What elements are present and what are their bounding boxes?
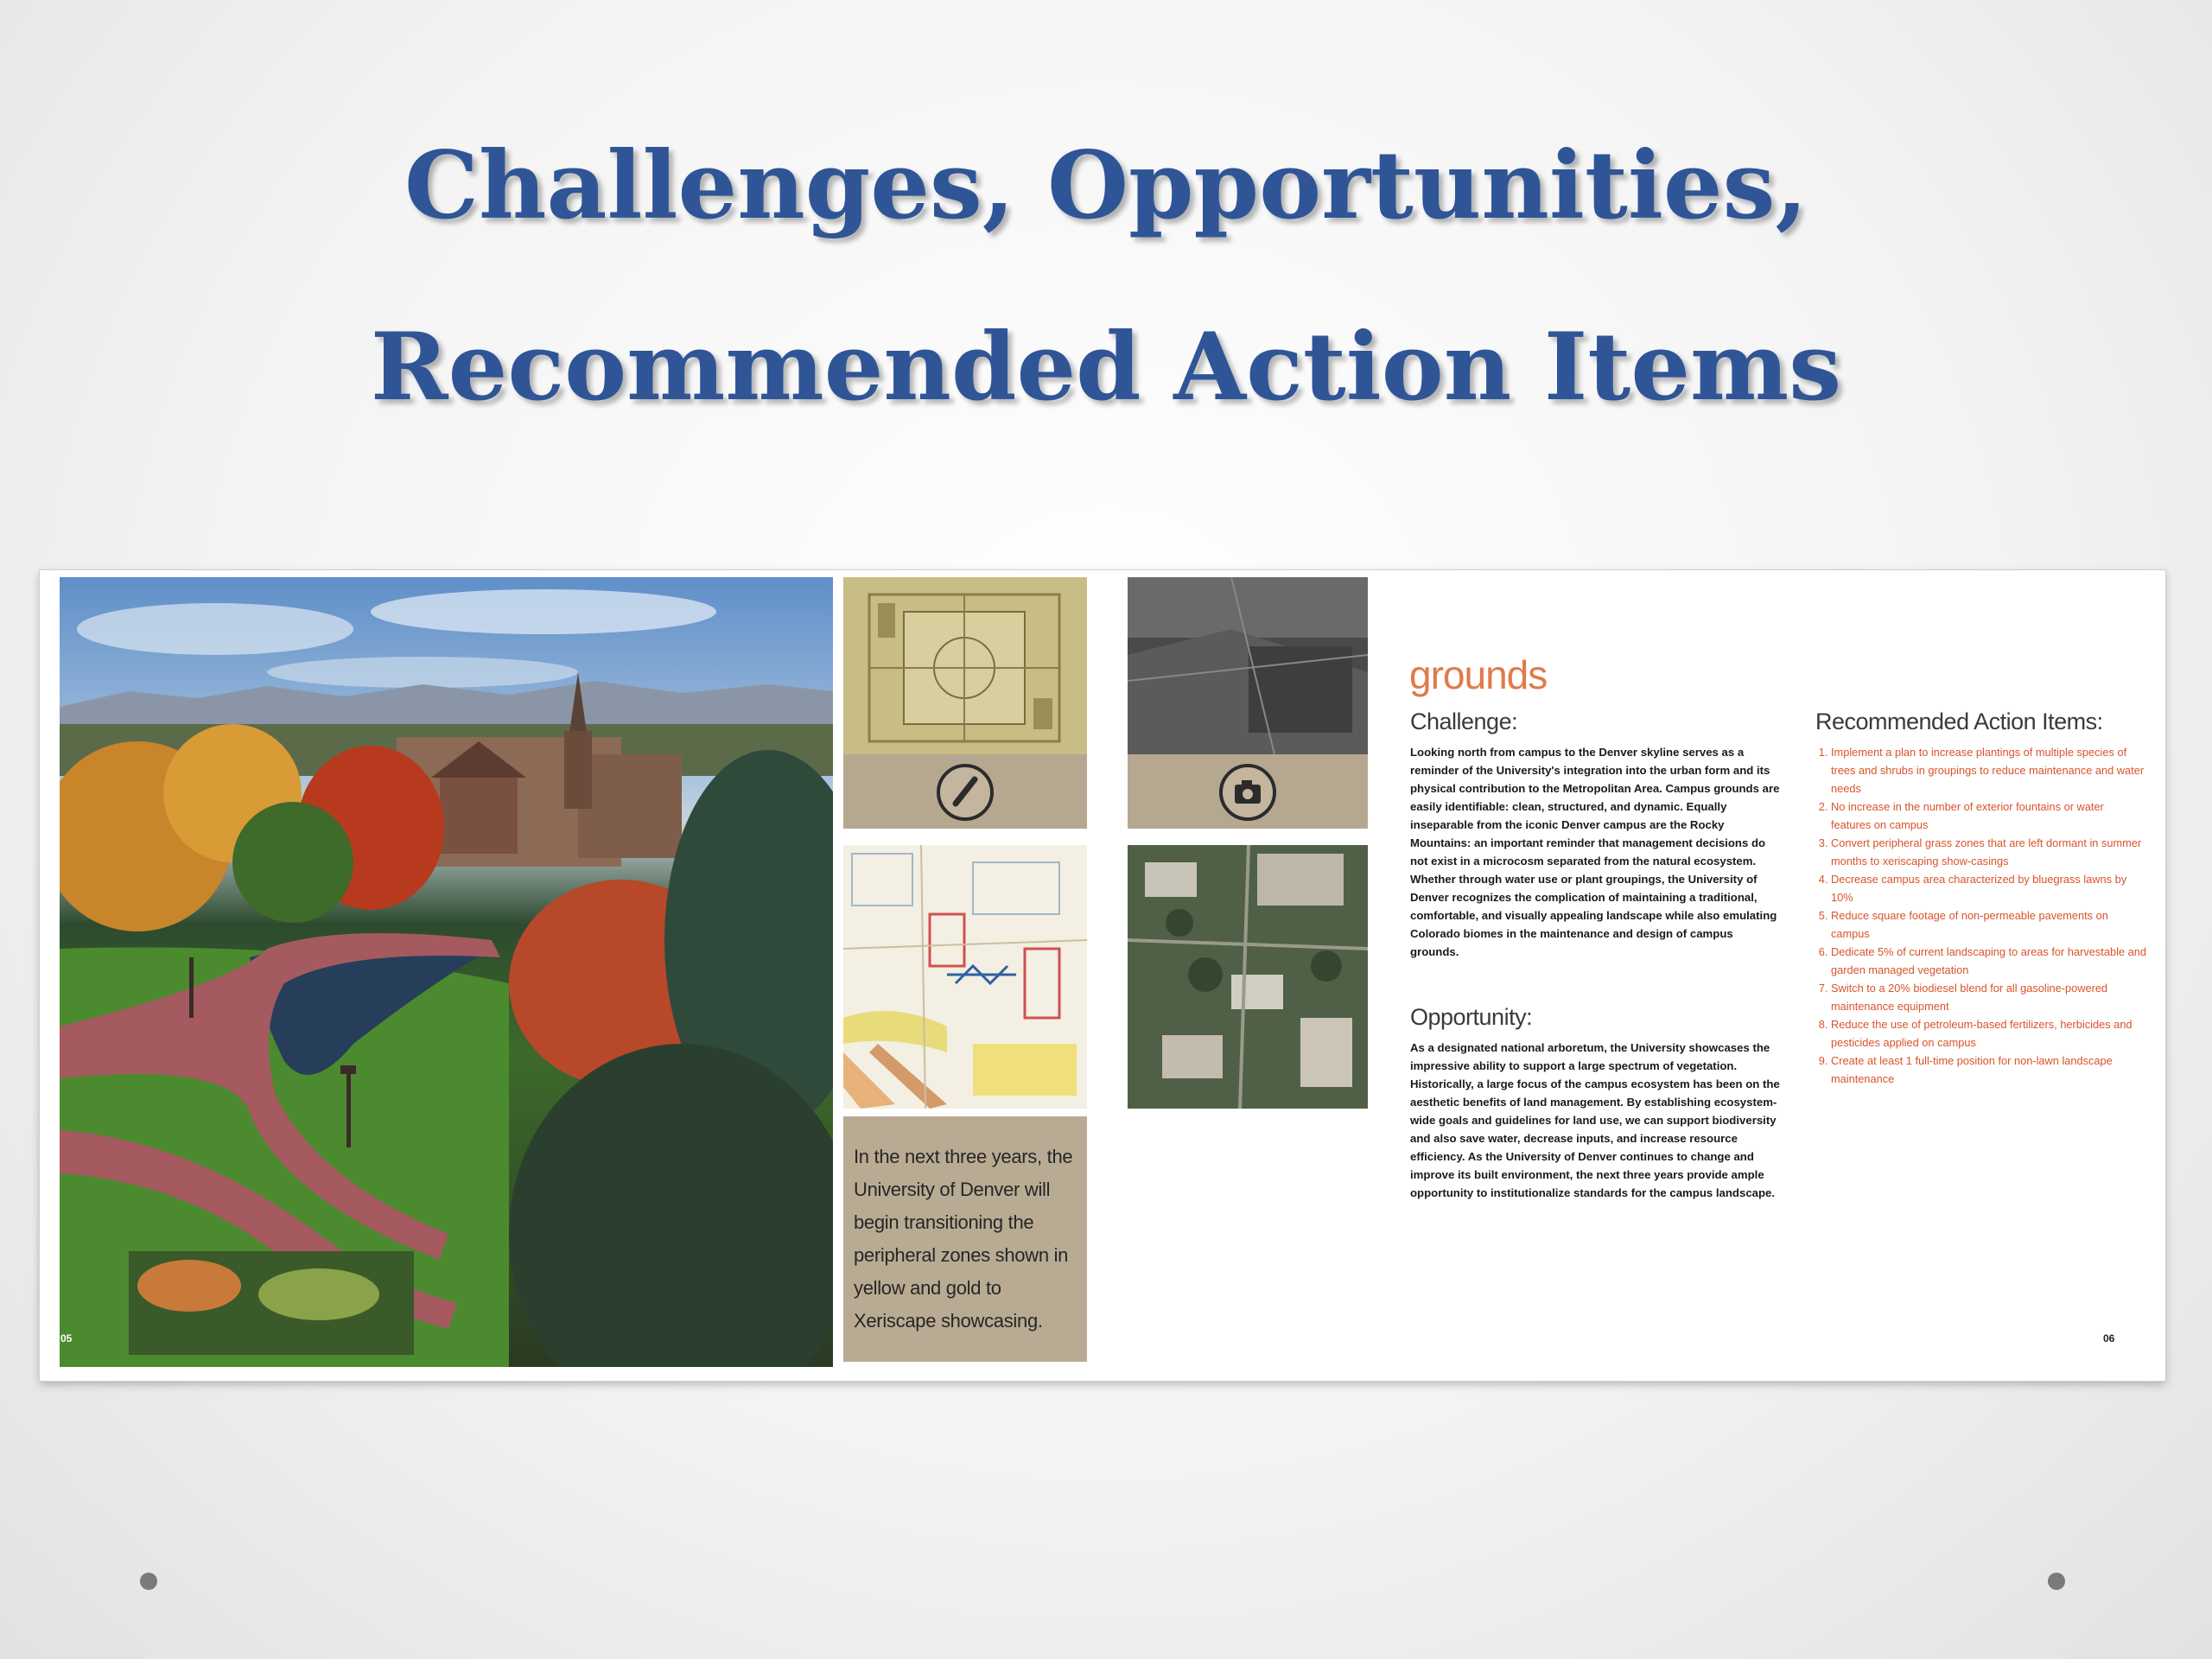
action-item: 1. Implement a plan to increase plantings of multiple species of trees and shrubs in groupings to reduce maintenance and water needs [1831,743,2146,798]
action-item: 5. Reduce square footage of non-permeable pavements on campus [1831,906,2146,943]
historic-map-image [843,577,1087,754]
action-items-list [1815,743,2146,1088]
action-item: 3. Convert peripheral grass zones that are left dormant in summer months to xeriscaping show-casings [1831,834,2146,870]
opportunity-heading: Opportunity: [1410,1004,1533,1030]
slide-title-line-1: Challenges, Opportunities, [404,131,1808,240]
slide-title [0,95,2212,458]
action-item: 6. Dedicate 5% of current landscaping to areas for harvestable and garden managed vegetation [1831,943,2146,979]
campus-plan-illustration [843,845,1087,1109]
action-item: 8. Reduce the use of petroleum-based fertilizers, herbicides and pesticides applied on campus [1831,1015,2146,1052]
slide-title-line-2: Recommended Action Items [370,313,1842,422]
satellite-illustration [1128,845,1368,1109]
actions-heading: Recommended Action Items: [1815,709,2103,734]
campus-plan-map [843,845,1087,1109]
opportunity-body: As a designated national arboretum, the University showcases the impressive ability to support a large spectrum of vegetation. Historically, a large focus of the campus ecosystem has been on the aesthetic benefits of land management. By establishing ecosystem-wide goals and guidelines for land use, we can support biodiversity and also save water, decrease inputs, and increase resource efficiency. As the University of Denver continues to change and improve its built environment, the next three years provide ample opportunity to institutionalize standards for the campus landscape. [1410,1041,1780,1199]
action-item: 2. No increase in the number of exterior fountains or water features on campus [1831,798,2146,834]
report-spread-image [40,570,2165,1381]
pencil-icon [937,764,994,821]
slide-decoration-dot-right [2048,1573,2065,1590]
campus-photo [60,577,833,1367]
challenge-body: Looking north from campus to the Denver skyline serves as a reminder of the University's integration into the urban form and its physical contribution to the Metropolitan Area. Campus grounds are easily identifiable: clean, structured, and dynamic. Equally inseparable from the iconic Denver campus are the Rocky Mountains: an important reminder that management decisions do not exist in a microcosm separated from the natural ecosystem. Whether through water use or plant groupings, the University of Denver recognizes the complication of maintaining a traditional, comfortable, and visually appealing landscape while also emulating Colorado biomes in the maintenance and design of campus grounds. [1410,746,1780,958]
caption-box: In the next three years, the University of Denver will begin transitioning the peripheral zones shown in yellow and gold to Xeriscape showcasing. [843,1116,1087,1362]
challenge-heading: Challenge: [1410,709,1518,734]
page-number-right: 06 [2103,1332,2115,1344]
action-item: 4. Decrease campus area characterized by bluegrass lawns by 10% [1831,870,2146,906]
action-item: 7. Switch to a 20% biodiesel blend for all gasoline-powered maintenance equipment [1831,979,2146,1015]
camera-icon [1219,764,1276,821]
action-item: 9. Create at least 1 full-time position for non-lawn landscape maintenance [1831,1052,2146,1088]
page-number-left: 05 [60,1332,73,1344]
slide-decoration-dot-left [140,1573,157,1590]
historic-aerial-illustration [1128,577,1368,754]
campus-photo-illustration [60,577,833,1367]
section-title: grounds [1409,652,1548,697]
satellite-photo [1128,845,1368,1109]
historic-map-illustration [843,577,1087,754]
historic-aerial-photo [1128,577,1368,754]
